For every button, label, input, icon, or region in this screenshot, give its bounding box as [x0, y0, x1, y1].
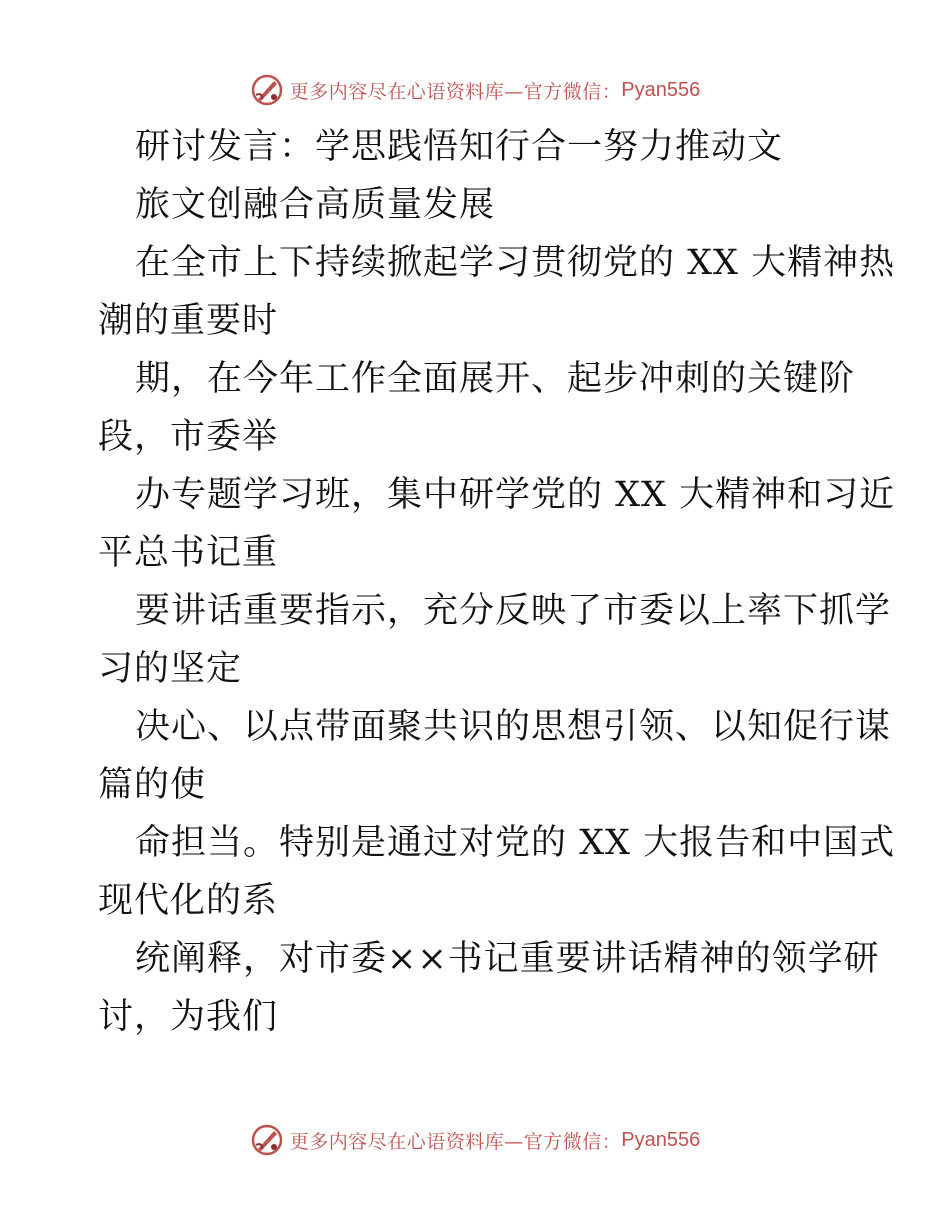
paragraph-line: 办专题学习班，集中研学党的 XX 大精神和习近: [135, 475, 896, 515]
paragraph-line: 习的坚定: [98, 649, 243, 689]
paragraph-line: 平总书记重: [98, 533, 279, 573]
paragraph-line: 在全市上下持续掀起学习贯彻党的 XX 大精神热: [135, 243, 896, 283]
paragraph-line: 命担当。特别是通过对党的 XX 大报告和中国式: [135, 823, 896, 863]
document-body: [98, 118, 896, 1046]
paragraph-line: 篇的使: [98, 765, 207, 805]
header-banner-text: 更多内容尽在心语资料库—官方微信：: [289, 80, 622, 103]
quill-logo-icon: [250, 73, 284, 107]
document-title-line-2: 旅文创融合高质量发展: [135, 185, 496, 225]
paragraph-line: 要讲话重要指示，充分反映了市委以上率下抓学: [135, 591, 892, 631]
paragraph-line: 段，市委举: [98, 417, 279, 457]
footer-banner-text: 更多内容尽在心语资料库—官方微信：: [289, 1130, 622, 1153]
header-banner: [0, 70, 950, 110]
paragraph-line: 潮的重要时: [98, 301, 279, 341]
paragraph-line: 决心、以点带面聚共识的思想引领、以知促行谋: [135, 707, 892, 747]
paragraph-line: 讨，为我们: [98, 997, 279, 1037]
document-title-line-1: 研讨发言：学思践悟知行合一努力推动文: [135, 127, 784, 167]
paragraph-line: 期，在今年工作全面展开、起步冲刺的关键阶: [135, 359, 856, 399]
header-contact: Pyan556: [621, 78, 701, 101]
paragraph-line: 现代化的系: [98, 881, 279, 921]
footer-contact: Pyan556: [621, 1128, 701, 1151]
footer-banner: [0, 1120, 950, 1160]
quill-logo-icon: [250, 1123, 284, 1157]
paragraph-line: 统阐释，对市委××书记重要讲话精神的领学研: [135, 939, 880, 979]
